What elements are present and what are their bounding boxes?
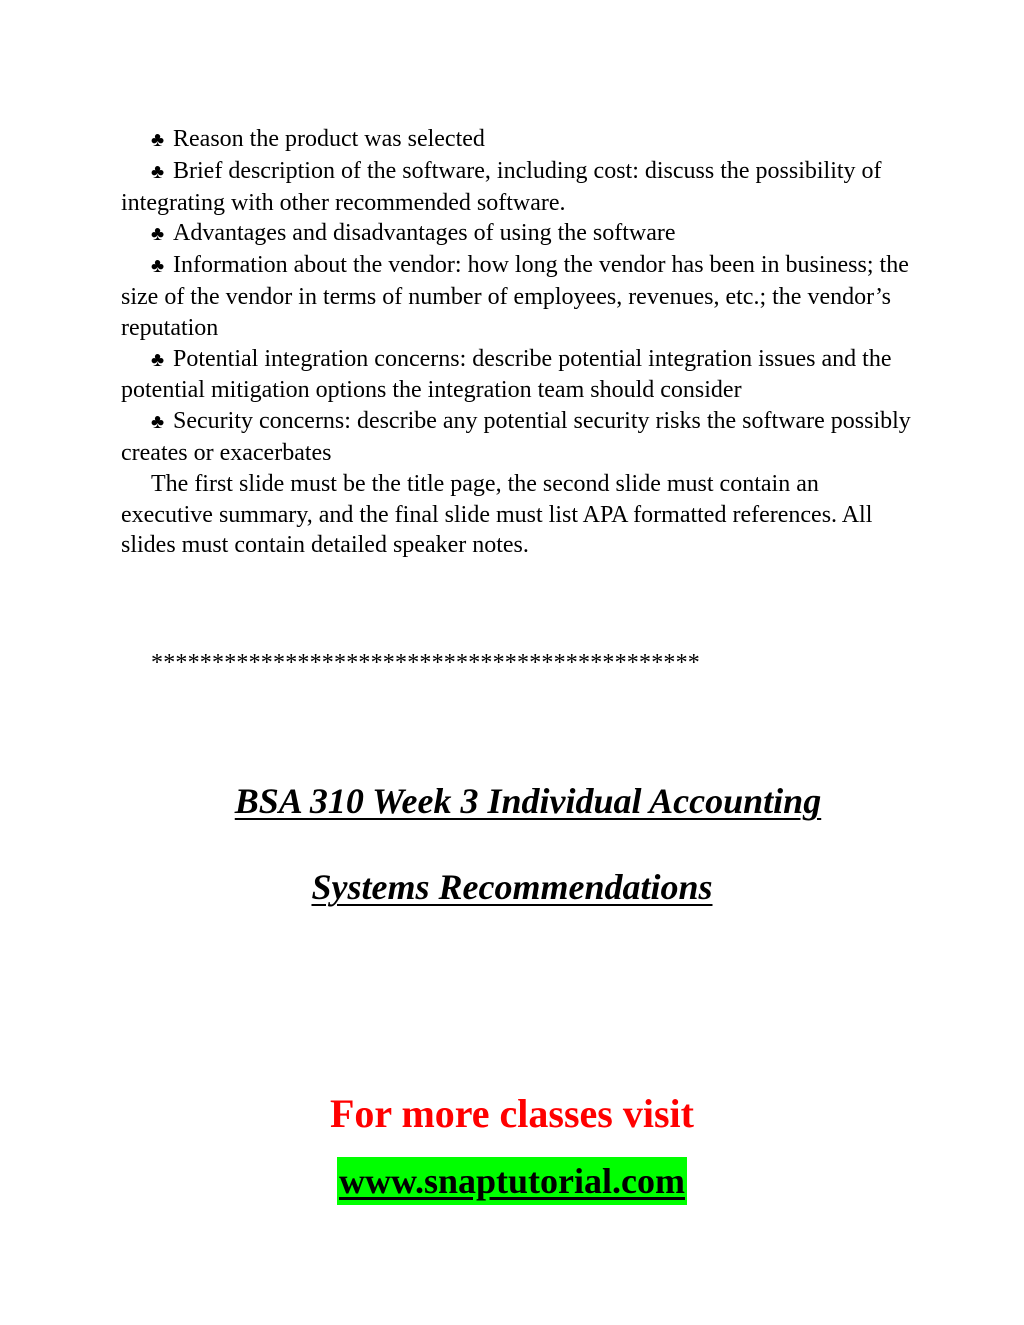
bullet-item: [121, 156, 911, 219]
requirements-text: [121, 124, 911, 561]
club-icon: ♣: [151, 255, 165, 278]
bullet-text: Security concerns: describe any potential security risks the software possibly creates or exacerbates: [121, 408, 911, 466]
bullet-item: [121, 250, 911, 343]
bullet-text: Potential integration concerns: describe potential integration issues and the potential mitigation options the integration team should consider: [121, 345, 892, 404]
promo-url-link[interactable]: www.snaptutorial.com: [337, 1157, 687, 1205]
bullet-text: Information about the vendor: how long the vendor has been in business; the size of the vendor in terms of number of employees, revenues, etc.; the vendor’s reputation: [121, 252, 909, 341]
club-icon: ♣: [151, 223, 165, 246]
bullet-item: [121, 124, 911, 156]
club-icon: ♣: [151, 348, 165, 371]
bullet-item: [121, 344, 911, 407]
club-icon: ♣: [151, 129, 165, 151]
promo-text: For more classes visit: [329, 1091, 694, 1136]
separator-line: *********************************************: [151, 650, 700, 676]
bullet-text: Reason the product was selected: [173, 126, 485, 152]
club-icon: ♣: [151, 160, 165, 183]
bullet-item: [121, 406, 911, 469]
closing-paragraph: The first slide must be the title page, the second slide must contain an executive summary, and the final slide must list APA formatted references. All slides must contain detailed speaker notes.: [121, 470, 873, 559]
page-title-line-1: BSA 310 Week 3 Individual Accounting: [234, 781, 822, 821]
promo-url-container: [0, 1157, 1024, 1205]
bullet-item: [121, 218, 911, 250]
page-title-line-2: Systems Recommendations: [311, 867, 713, 907]
club-icon: ♣: [151, 411, 165, 434]
bullet-text: Advantages and disadvantages of using the software: [173, 220, 676, 247]
bullet-text: Brief description of the software, including cost: discuss the possibility of integrating with other recommended software.: [121, 157, 882, 216]
